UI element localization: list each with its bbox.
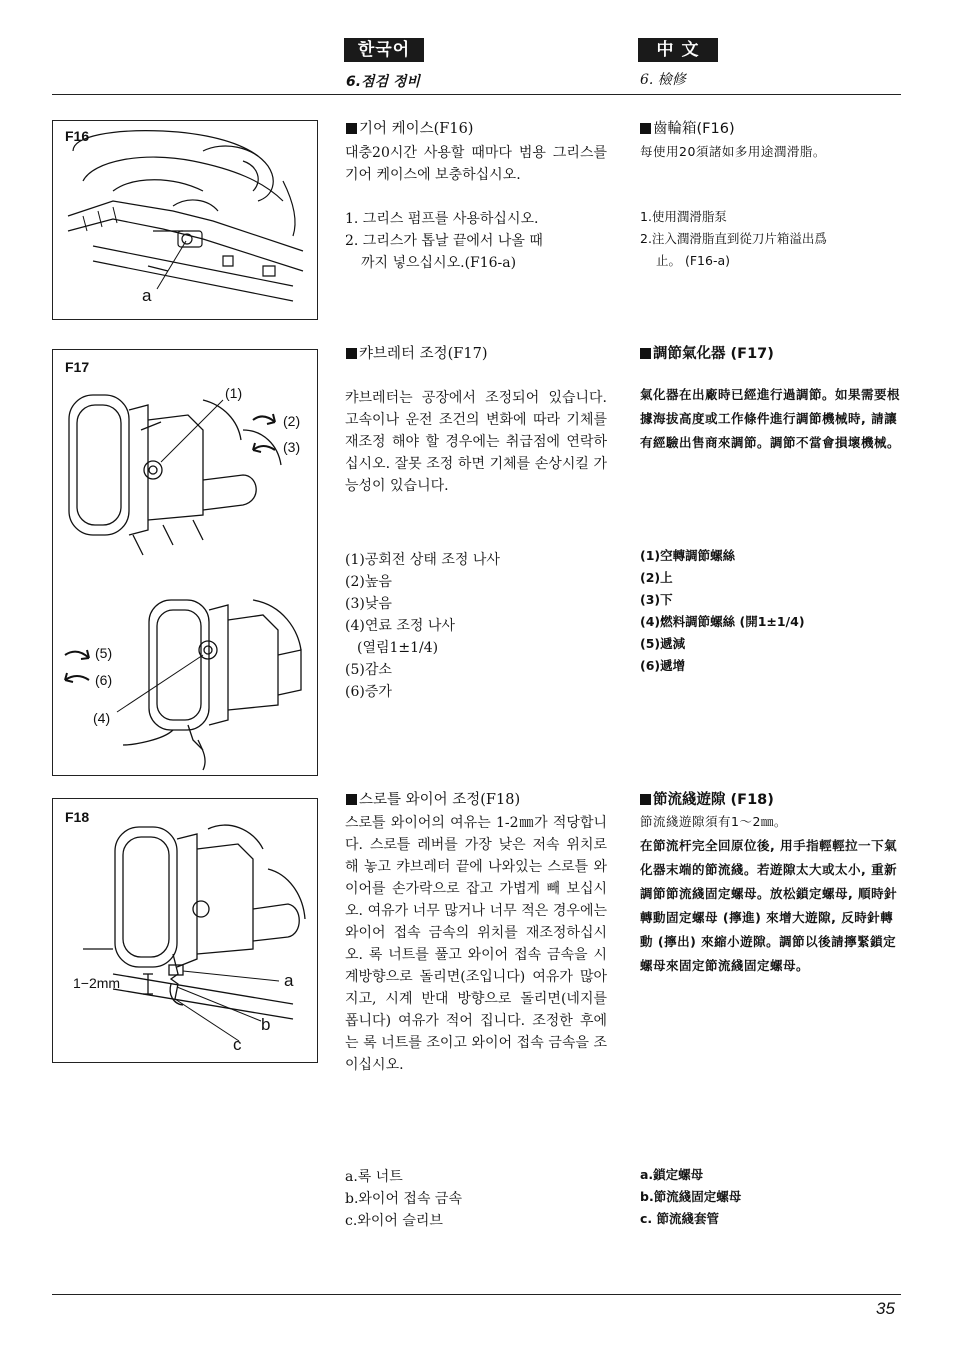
carburetor-ko-title: 캬브레터 조정(F17) [359,346,488,362]
throttle-zh-body-1: 節流綫遊隙須有1〜2㎜。 [640,814,787,829]
throttle-ko-title: 스로틀 와이어 조정(F18) [359,792,521,808]
throttle-zh-item: a.鎖定螺母 [640,1167,704,1182]
figure-f17-label: F17 [65,359,90,375]
throttle-ko-text: 스로틀 와이어의 여유는 1-2㎜가 적당합니다. 스로틀 레버를 가장 낮은 저속 위치로 해 놓고 캬브레터 끝에 나와있는 스로틀 와이어를 손가락으로 잡고 가볍게 빼 보십시오. 여유가 너무 많거나 너무 적은 경우에는 와이어 접속 금속의 위치를 재조정하십시오. 록 너트를 풀고 와이어 접속 금속을 시계방향으로 돌리면(조입니다) 여유가 많아지고, 시계 반대 방향으로 돌리면(네지를 폽니다) 여유가 적어 집니다. 조정한 후에는 록 너트를 조이고 와이어 접속 금속을 조이십시오. [345,815,607,1073]
heading-marker [640,348,651,359]
gear-case-zh-step: 2.注入潤滑脂直到從刀片箱溢出爲 [640,231,827,246]
gear-case-zh-body: 每使用20須諸如多用途潤滑脂。 [640,144,826,159]
chinese-language-tab: 中 文 [638,38,718,62]
carburetor-ko-item: (5)감소 [345,662,392,678]
carburetor-ko-heading [346,343,487,365]
figure-f17-callout-5: (5) [95,645,113,661]
carburetor-zh-item: (6)遞增 [640,658,686,673]
chinese-section-title: 6. 檢修 [640,72,686,88]
carburetor-zh-item: (2)上 [640,570,673,585]
gear-case-ko-body [345,142,607,186]
figure-f16-callout-a: a [142,286,152,305]
figure-f16-label: F16 [65,128,90,144]
korean-language-tab: 한국어 [344,38,424,62]
figure-f17-callout-2: (2) [283,413,301,429]
figure-f17-callout-4: (4) [93,710,111,726]
gear-case-zh-step: 止。 (F16-a) [656,253,730,268]
gear-case-ko-step: 까지 넣으십시오.(F16-a) [361,255,517,271]
heading-marker [346,794,357,805]
throttle-ko-body [345,812,607,1076]
throttle-ko-heading [346,789,520,811]
carburetor-zh-heading [640,343,774,365]
figure-f18-callout-gap: 1−2mm [73,975,121,991]
gear-case-ko-step: 1. 그리스 펌프를 사용하십시오. [345,211,539,227]
gear-case-zh-steps [640,206,827,272]
carburetor-zh-item: (5)遞減 [640,636,686,651]
figure-f18-callout-c: c [233,1035,242,1054]
heading-marker [640,794,651,805]
carburetor-ko-item: (6)증가 [345,684,392,700]
page-number: 35 [876,1299,895,1318]
throttle-wire-illustration [53,799,317,1062]
carburetor-zh-items [640,545,805,677]
gear-case-zh-title: 齒輪箱(F16) [653,121,735,137]
gear-case-illustration [53,121,317,319]
heading-marker [640,123,651,134]
carburetor-zh-title: 調節氣化器 (F17) [653,346,774,362]
figure-f18-callout-b: b [261,1015,271,1034]
throttle-ko-items [345,1166,462,1232]
figure-f17-callout-6: (6) [95,672,113,688]
figure-f18-callout-a: a [284,971,294,990]
gear-case-ko-title: 기어 케이스(F16) [359,121,474,137]
gear-case-ko-steps [345,208,543,274]
figure-f18 [52,798,318,1063]
carburetor-ko-text: 캬브레터는 공장에서 조정되어 있습니다. 고속이나 운전 조건의 변화에 따라 기체를 재조정 해야 할 경우에는 취급점에 연락하십시오. 잘못 조정 하면 기체를 손상시킬 가능성이 있습니다. [345,390,607,494]
heading-marker [346,348,357,359]
figure-f17-callout-1: (1) [225,385,243,401]
gear-case-ko-text: 대충20시간 사용할 때마다 범용 그리스를 기어 케이스에 보충하십시오. [345,145,607,183]
gear-case-ko-step: 2. 그리스가 톱날 끝에서 나올 때 [345,233,543,249]
carburetor-zh-item: (4)燃料調節螺絲 (開1±1/4) [640,614,805,629]
throttle-ko-item: b.와이어 접속 금속 [345,1191,462,1207]
throttle-zh-heading [640,789,774,811]
throttle-zh-items [640,1164,741,1230]
carburetor-ko-body [345,387,607,497]
throttle-zh-item: b.節流綫固定螺母 [640,1189,742,1204]
figure-f16 [52,120,318,320]
carburetor-ko-item: (1)공회전 상태 조정 나사 [345,552,500,568]
footer-rule [52,1294,901,1295]
figure-f17-callout-3: (3) [283,439,301,455]
throttle-zh-body-2: 在節流杆完全回原位後, 用手指輕輕拉一下氣化器末端的節流綫。若遊隙太大或太小, 重新調節節流綫固定螺母。放松鎖定螺母, 順時針轉動固定螺母 (擰進) 來增大遊隙, 反時針轉動 (擰出) 來縮小遊隙。調節以後請擰緊鎖定螺母來固定節流綫固定螺母。 [640,838,898,973]
carburetor-zh-item: (3)下 [640,592,673,607]
carburetor-ko-item: (2)높음 [345,574,392,590]
carburetor-ko-items [345,549,500,703]
carburetor-ko-item: (3)낮음 [345,596,392,612]
header-rule [52,94,901,95]
carburetor-zh-item: (1)空轉調節螺絲 [640,548,736,563]
korean-section-title: 6.점검 정비 [346,74,421,90]
throttle-ko-item: a.록 너트 [345,1169,403,1185]
figure-f17 [52,349,318,776]
gear-case-zh-heading [640,118,735,140]
figure-f18-label: F18 [65,809,90,825]
carburetor-ko-item: (열림1±1/4) [357,640,439,656]
heading-marker [346,123,357,134]
carburetor-ko-item: (4)연료 조정 나사 [345,618,455,634]
gear-case-ko-heading [346,118,473,140]
gear-case-zh-step: 1.使用潤滑脂泵 [640,209,727,224]
throttle-ko-item: c.와이어 슬리브 [345,1213,443,1229]
carburetor-zh-body: 氣化器在出廠時已經進行過調節。如果需要根據海拔高度或工作條件進行調節機械時, 請讓有經驗出售商來調節。調節不當會損壞機械。 [640,387,901,450]
throttle-zh-title: 節流綫遊隙 (F18) [653,792,774,808]
throttle-zh-item: c. 節流綫套管 [640,1211,720,1226]
